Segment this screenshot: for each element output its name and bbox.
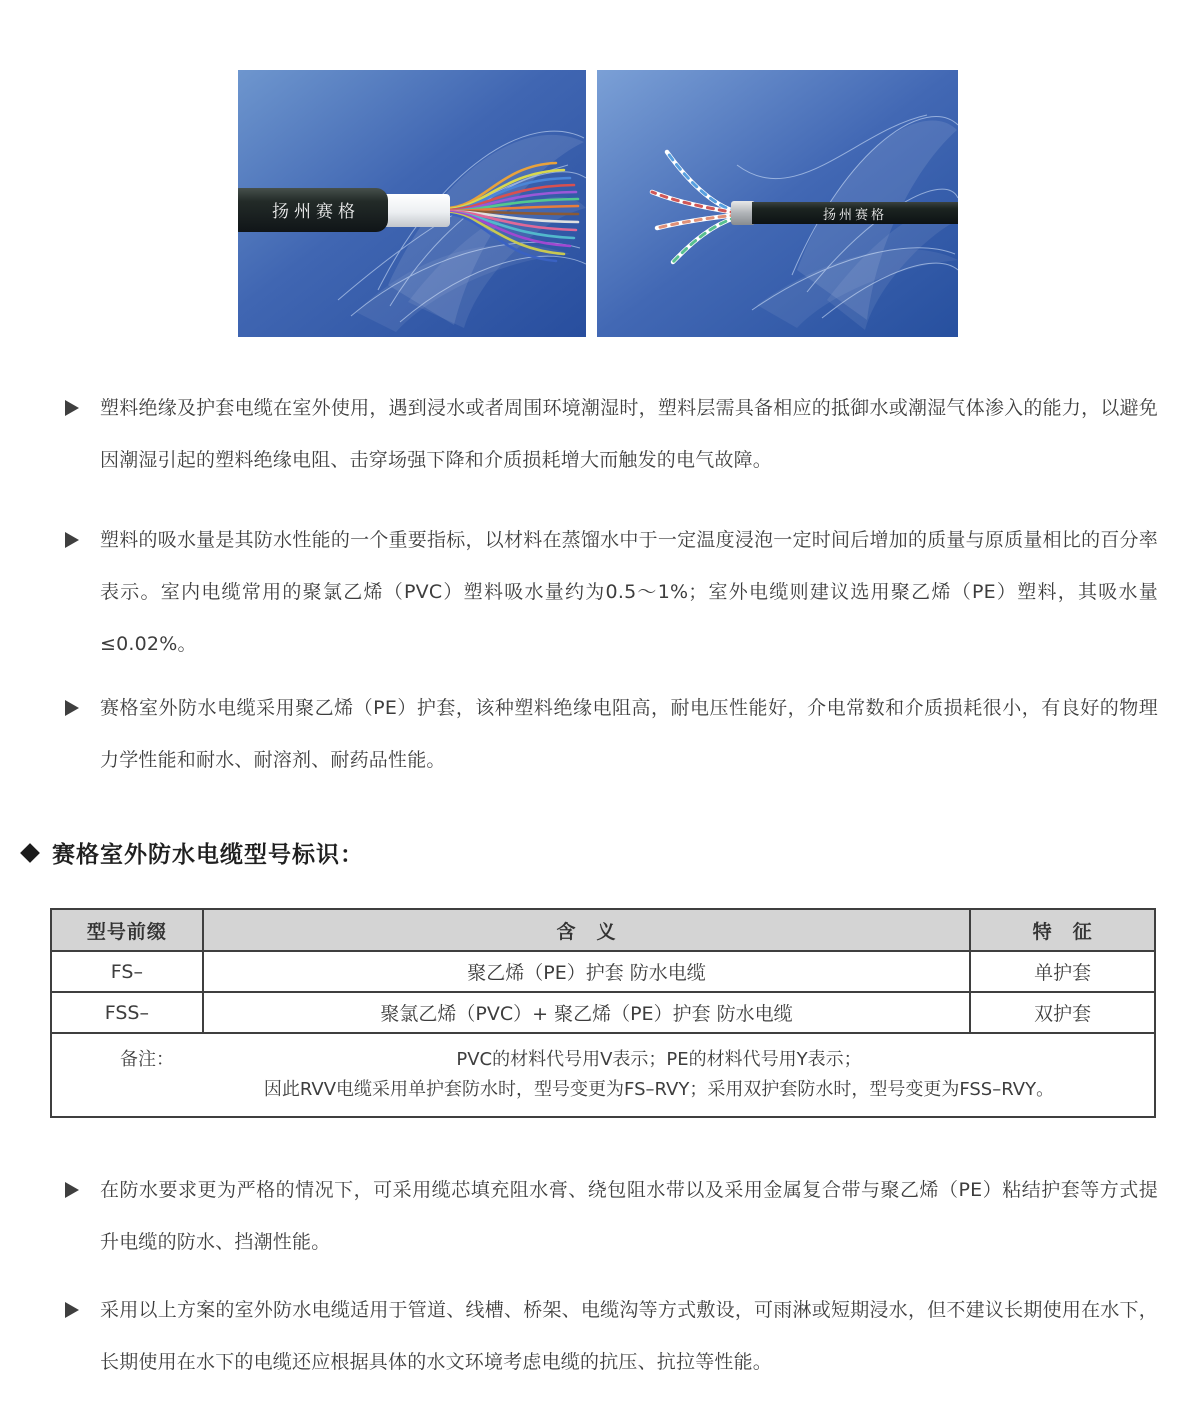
cell-feature: 双护套: [970, 992, 1155, 1033]
brand-label-left: 扬州赛格: [272, 202, 360, 222]
cable-photo-left: [238, 70, 586, 337]
cell-prefix: FS–: [51, 951, 203, 992]
bullet-item-4: [63, 1164, 1158, 1268]
table-header-row: [51, 909, 1155, 951]
bullet-triangle-icon: [65, 1302, 79, 1318]
bullet-item-3: [63, 682, 1158, 786]
cable-photo-left-image: [238, 70, 586, 337]
bullet-item-1: [63, 382, 1158, 486]
bullet-triangle-icon: [65, 532, 79, 548]
cable-photo-right-image: [597, 70, 958, 337]
section-header: [20, 836, 364, 869]
table-note: [52, 1034, 1154, 1116]
note-label: 备注：: [120, 1049, 174, 1070]
table-row: [51, 992, 1155, 1033]
col-header-prefix: 型号前缀: [51, 909, 203, 951]
bullet-text: 采用以上方案的室外防水电缆适用于管道、线槽、桥架、电缆沟等方式敷设，可雨淋或短期浸水，但不建议长期使用在水下，长期使用在水下的电缆还应根据具体的水文环境考虑电缆的抗压、抗拉等性能。: [100, 1299, 1158, 1373]
model-table-wrap: [50, 908, 1156, 1118]
cell-meaning: 聚氯乙烯（PVC）+ 聚乙烯（PE）护套 防水电缆: [203, 992, 971, 1033]
bullet-item-2: [63, 514, 1158, 670]
cable-inner-sheath: [380, 194, 450, 227]
cell-feature: 单护套: [970, 951, 1155, 992]
col-header-feature: 特 征: [970, 909, 1155, 951]
bullet-text: 赛格室外防水电缆采用聚乙烯（PE）护套，该种塑料绝缘电阻高，耐电压性能好，介电常数和介质损耗很小，有良好的物理力学性能和耐水、耐溶剂、耐药品性能。: [100, 697, 1158, 771]
bullet-triangle-icon: [65, 400, 79, 416]
table-row: [51, 951, 1155, 992]
model-table: [50, 908, 1156, 1118]
section-title: 赛格室外防水电缆型号标识：: [52, 842, 364, 868]
cell-prefix: FSS–: [51, 992, 203, 1033]
cable-photo-right: [597, 70, 958, 337]
table-note-row: [51, 1033, 1155, 1117]
bullet-item-5: [63, 1284, 1158, 1388]
bullet-triangle-icon: [65, 1182, 79, 1198]
diamond-icon: [20, 843, 40, 863]
cell-meaning: 聚乙烯（PE）护套 防水电缆: [203, 951, 971, 992]
bullet-text: 塑料绝缘及护套电缆在室外使用，遇到浸水或者周围环境潮湿时，塑料层需具备相应的抵御水或潮湿气体渗入的能力，以避免因潮湿引起的塑料绝缘电阻、击穿场强下降和介质损耗增大而触发的电气故障。: [100, 397, 1158, 471]
note-line-2: 因此RVV电缆采用单护套防水时，型号变更为FS–RVY；采用双护套防水时，型号变更为FSS–RVY。: [263, 1079, 1055, 1100]
bullet-triangle-icon: [65, 700, 79, 716]
bullet-text: 在防水要求更为严格的情况下，可采用缆芯填充阻水膏、绕包阻水带以及采用金属复合带与聚乙烯（PE）粘结护套等方式提升电缆的防水、挡潮性能。: [100, 1179, 1158, 1253]
cable-foil-band: [731, 201, 755, 225]
bullet-text: 塑料的吸水量是其防水性能的一个重要指标，以材料在蒸馏水中于一定温度浸泡一定时间后增加的质量与原质量相比的百分率表示。室内电缆常用的聚氯乙烯（PVC）塑料吸水量约为0.5～1%；室外电缆则建议选用聚乙烯（PE）塑料，其吸水量≤0.02%。: [100, 529, 1158, 655]
brand-label-right: 扬州赛格: [822, 208, 888, 223]
col-header-meaning: 含 义: [203, 909, 971, 951]
note-line-1: PVC的材料代号用V表示；PE的材料代号用Y表示；: [456, 1049, 862, 1070]
